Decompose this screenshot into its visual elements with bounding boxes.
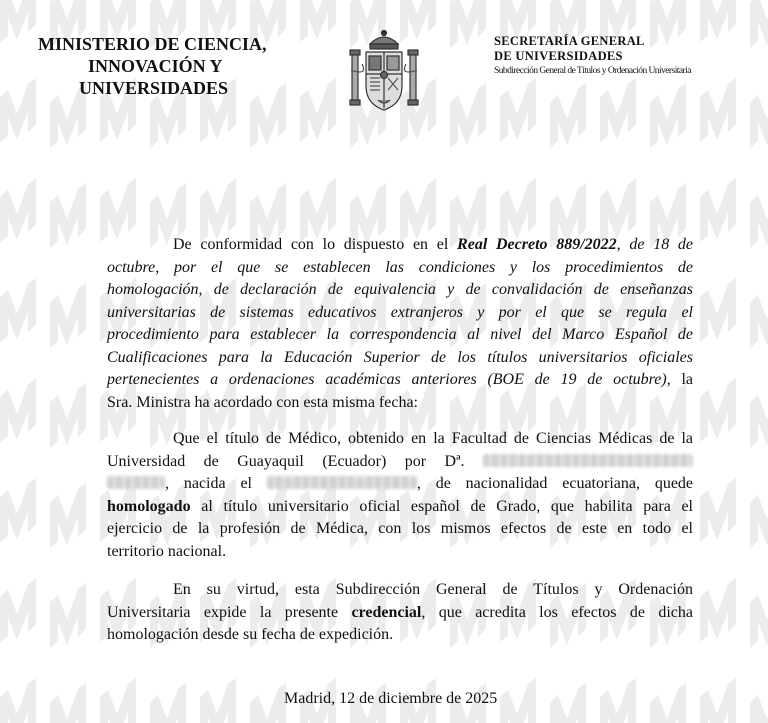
p2-line-2 (107, 451, 693, 474)
p1-text: pertenecientes a ordenaciones académicas anteriores (BOE de 19 de octubre) (107, 371, 667, 388)
p2-line-1 (107, 428, 693, 451)
p2-line-5 (107, 518, 693, 541)
p1-text: , la (666, 371, 693, 388)
p1-line-4 (107, 302, 693, 325)
secretaria-line-1: SECRETARÍA GENERAL (494, 34, 645, 48)
p1-line-5 (107, 324, 693, 347)
homologado-word: homologado (107, 497, 191, 515)
p2-line-3 (107, 473, 693, 496)
p2-text: , de nacionalidad ecuatoriana, quede (416, 475, 694, 492)
p1-text: , de 18 de (616, 236, 694, 253)
p2-text: ejercicio de la profesión de Médica, con los mismos efectos de este en todo el (107, 520, 693, 537)
p2-line-4 (107, 496, 693, 519)
redacted-name (483, 454, 693, 467)
paragraph-credential (107, 579, 693, 647)
p3-line-1 (107, 579, 693, 602)
p1-text: octubre, por el que se establecen las condiciones y los procedimientos de (107, 258, 693, 276)
redacted-birthdate (267, 476, 417, 489)
p1-line-6 (107, 347, 693, 370)
p3-text: homologación desde su fecha de expedición. (107, 626, 394, 643)
paragraph-homologation (107, 428, 693, 563)
p3-text: Universitaria expide la presente (107, 603, 352, 621)
place-date: Madrid, 12 de diciembre de 2025 (284, 690, 498, 707)
p1-line-2 (107, 257, 693, 280)
coat-of-arms-icon (348, 24, 420, 124)
credencial-word: credencial (351, 603, 422, 621)
p2-text: territorio nacional. (107, 542, 227, 560)
ministry-line-2: INNOVACIÓN Y (88, 56, 223, 76)
p3-line-2 (107, 602, 693, 625)
ministry-line-3: UNIVERSIDADES (79, 78, 229, 98)
ministry-line-1: MINISTERIO DE CIENCIA, (38, 34, 267, 54)
p3-line-3 (107, 624, 693, 647)
p2-text: al título universitario oficial español de Grado, que habilita para el (190, 497, 693, 515)
p1-text: universitarias de sistemas educativos extranjeros y por el que se regula el (107, 303, 693, 321)
p1-text: procedimiento para establecer la correspondencia al nivel del Marco Español de (107, 326, 693, 343)
p1-text: Sra. Ministra ha acordado con esta misma fecha: (107, 393, 418, 411)
secretaria-block (494, 34, 764, 78)
p1-text: homologación, de declaración de equivalencia y de convalidación de enseñanzas (107, 281, 693, 298)
p2-text: , nacida el (165, 475, 252, 492)
p1-text: De conformidad con lo dispuesto en el (173, 236, 458, 253)
p1-line-7 (107, 369, 693, 392)
subdireccion-line: Subdirección General de Títulos y Ordenación Universitaria (494, 66, 691, 76)
p2-text: Que el título de Médico, obtenido en la Facultad de Ciencias Médicas de la (173, 430, 693, 447)
decree-reference: Real Decreto 889/2022 (457, 236, 617, 253)
p3-text: , que acredita los efectos de dicha (421, 603, 693, 621)
paragraph-decree (107, 234, 693, 414)
p1-line-3 (107, 279, 693, 302)
p3-text: En su virtud, esta Subdirección General de Títulos y Ordenación (173, 581, 693, 598)
p1-line-8 (107, 392, 693, 415)
secretaria-line-2: DE UNIVERSIDADES (494, 49, 623, 63)
ministry-name (38, 33, 288, 99)
redacted-surname (107, 476, 165, 489)
p2-line-6 (107, 541, 693, 564)
p1-text: Cualificaciones para la Educación Superior de los títulos universitarios oficiales (107, 348, 693, 366)
p1-line-1 (107, 234, 693, 257)
p2-text: Universidad de Guayaquil (Ecuador) por Dª. (107, 452, 465, 470)
